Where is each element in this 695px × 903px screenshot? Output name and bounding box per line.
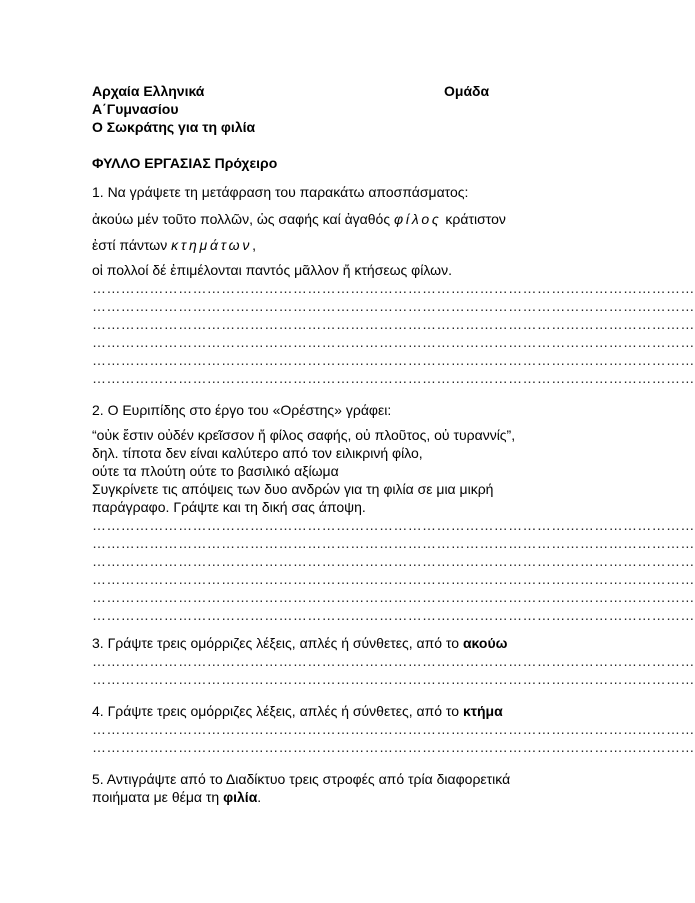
q1-emphasis-word: κτημάτων xyxy=(171,237,253,253)
question-2-task-2: παράγραφο. Γράψτε και τη δική σας άποψη. xyxy=(92,499,366,515)
answer-line[interactable]: ……………………………………………………………………………………………………………… xyxy=(92,721,695,737)
answer-line[interactable]: ……………………………………………………………………………………………………………… xyxy=(92,280,695,296)
topic-heading: Ο Σωκράτης για τη φιλία xyxy=(92,119,256,135)
question-4-keyword: κτήμα xyxy=(462,703,503,719)
subject-heading: Αρχαία Ελληνικά xyxy=(92,83,205,99)
question-1-text-line-1 xyxy=(92,210,506,228)
question-5-prompt-line-1: 5. Αντιγράψτε από το Διαδίκτυο τρεις στροφές από τρία διαφορετικά xyxy=(92,771,511,787)
question-2-task-1: Συγκρίνετε τις απόψεις των δυο ανδρών για τη φιλία σε μια μικρή xyxy=(92,481,494,497)
question-1-prompt: 1. Να γράψετε τη μετάφραση του παρακάτω αποσπάσματος: xyxy=(92,184,469,200)
question-5-text: ποιήματα με θέμα τη xyxy=(92,789,224,805)
question-4-text: 4. Γράψτε τρεις ομόρριζες λέξεις, απλές ή σύνθετες, από το xyxy=(92,703,463,719)
question-4-prompt xyxy=(92,702,503,720)
answer-line[interactable]: ……………………………………………………………………………………………………………… xyxy=(92,739,695,755)
question-5-text: . xyxy=(257,789,262,805)
group-label: Ομάδα xyxy=(444,83,490,99)
answer-line[interactable]: ……………………………………………………………………………………………………………… xyxy=(92,671,695,687)
answer-line[interactable]: ……………………………………………………………………………………………………………… xyxy=(92,334,695,350)
question-2-meaning-2: ούτε τα πλούτη ούτε το βασιλικό αξίωμα xyxy=(92,463,339,479)
question-1-text-line-3: οἱ πολλοί δέ ἐπιμέλονται παντός μᾶλλον ἤ κτήσεως φίλων. xyxy=(92,262,452,278)
question-3-prompt xyxy=(92,634,507,652)
question-1-text-line-2 xyxy=(92,236,256,254)
answer-line[interactable]: ……………………………………………………………………………………………………………… xyxy=(92,298,695,314)
worksheet-title: ΦΥΛΛΟ ΕΡΓΑΣΙΑΣ Πρόχειρο xyxy=(92,155,278,171)
answer-line[interactable]: ……………………………………………………………………………………………………………… xyxy=(92,653,695,669)
question-2-quote: “οὐκ ἔστιν οὐδέν κρεῖσσον ἤ φίλος σαφής, οὐ πλοῦτος, οὐ τυραννίς”, xyxy=(92,427,516,443)
answer-line[interactable]: ……………………………………………………………………………………………………………… xyxy=(92,571,695,587)
answer-line[interactable]: ……………………………………………………………………………………………………………… xyxy=(92,370,695,386)
answer-line[interactable]: ……………………………………………………………………………………………………………… xyxy=(92,553,695,569)
q1-text-part: ἐστί πάντων xyxy=(92,237,172,253)
answer-line[interactable]: ……………………………………………………………………………………………………………… xyxy=(92,352,695,368)
question-2-prompt: 2. Ο Ευριπίδης στο έργο του «Ορέστης» γράφει: xyxy=(92,402,392,418)
question-2-meaning-1: δηλ. τίποτα δεν είναι καλύτερο από τον ειλικρινή φίλο, xyxy=(92,445,423,461)
answer-line[interactable]: ……………………………………………………………………………………………………………… xyxy=(92,589,695,605)
q1-text-part: κράτιστον xyxy=(441,211,506,227)
question-3-text: 3. Γράψτε τρεις ομόρριζες λέξεις, απλές ή σύνθετες, από το xyxy=(92,635,463,651)
q1-text-part: ἀκούω μέν τοῦτο πολλῶν, ὡς σαφής καί ἀγαθός xyxy=(92,211,394,227)
question-5-keyword: φιλία xyxy=(223,789,258,805)
q1-text-part: , xyxy=(252,237,257,253)
question-5-prompt-line-2 xyxy=(92,788,261,806)
question-3-keyword: ακούω xyxy=(462,635,508,651)
answer-line[interactable]: ……………………………………………………………………………………………………………… xyxy=(92,607,695,623)
answer-line[interactable]: ……………………………………………………………………………………………………………… xyxy=(92,316,695,332)
q1-emphasis-word: φίλος xyxy=(393,211,442,227)
answer-line[interactable]: ……………………………………………………………………………………………………………… xyxy=(92,535,695,551)
answer-line[interactable]: ……………………………………………………………………………………………………………… xyxy=(92,517,695,533)
class-heading: Α΄Γυμνασίου xyxy=(92,101,179,117)
